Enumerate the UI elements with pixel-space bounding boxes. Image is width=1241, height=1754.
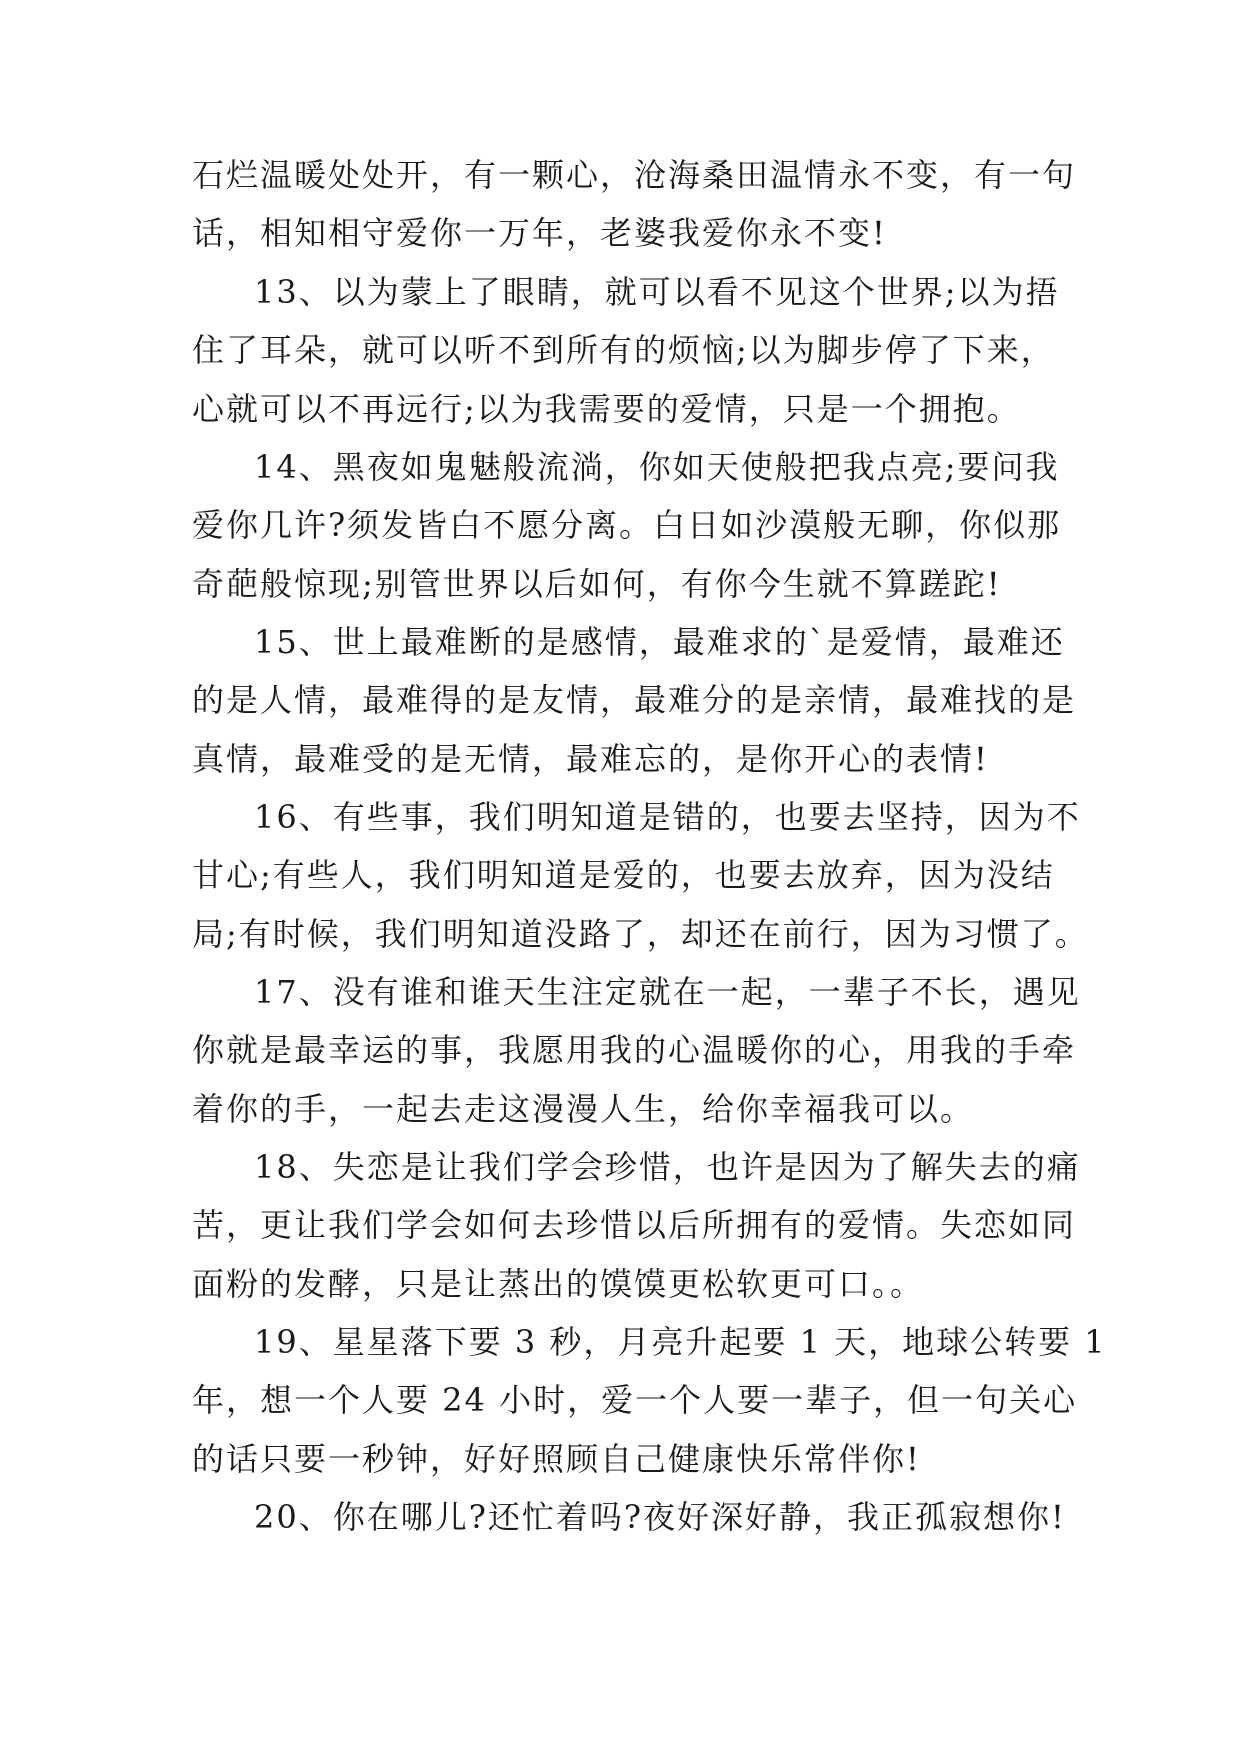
paragraph-first-line: 16、有些事，我们明知道是错的，也要去坚持，因为不 (254, 798, 1081, 836)
text-line: 心就可以不再远行;以为我需要的爱情，只是一个拥抱。 (192, 390, 1021, 428)
paragraph-first-line: 19、星星落下要 3 秒，月亮升起要 1 天，地球公转要 1 (254, 1323, 1107, 1361)
text-line: 话，相知相守爱你一万年，老婆我爱你永不变! (192, 214, 887, 252)
text-line: 面粉的发酵，只是让蒸出的馍馍更松软更可口。。 (192, 1265, 925, 1303)
text-line: 爱你几许?须发皆白不愿分离。白日如沙漠般无聊，你似那 (192, 506, 1062, 544)
text-line: 局;有时候，我们明知道没路了，却还在前行，因为习惯了。 (192, 915, 1089, 953)
text-line: 着你的手，一起去走这漫漫人生，给你幸福我可以。 (192, 1090, 975, 1128)
text-line: 你就是最幸运的事，我愿用我的心温暖你的心，用我的手牵 (192, 1031, 1077, 1069)
text-line: 的是人情，最难得的是友情，最难分的是亲情，最难找的是 (192, 681, 1077, 719)
paragraph-first-line: 20、你在哪儿?还忙着吗?夜好深好静，我正孤寂想你! (254, 1498, 1066, 1536)
text-line: 真情，最难受的是无情，最难忘的，是你开心的表情! (192, 740, 989, 778)
text-line: 石烂温暖处处开，有一颗心，沧海桑田温情永不变，有一句 (192, 156, 1077, 194)
paragraph-first-line: 17、没有谁和谁天生注定就在一起，一辈子不长，遇见 (254, 973, 1081, 1011)
paragraph-first-line: 13、以为蒙上了眼睛，就可以看不见这个世界;以为捂 (254, 273, 1060, 311)
paragraph-first-line: 15、世上最难断的是感情，最难求的`是爱情，最难还 (254, 623, 1065, 661)
text-line: 住了耳朵，就可以听不到所有的烦恼;以为脚步停了下来， (192, 331, 1055, 369)
text-line: 甘心;有些人，我们明知道是爱的，也要去放弃，因为没结 (192, 856, 1055, 894)
paragraph-first-line: 18、失恋是让我们学会珍惜，也许是因为了解失去的痛 (254, 1148, 1081, 1186)
paragraph-first-line: 14、黑夜如鬼魅般流淌，你如天使般把我点亮;要问我 (254, 448, 1060, 486)
text-line: 的话只要一秒钟，好好照顾自己健康快乐常伴你! (192, 1440, 921, 1478)
text-line: 奇葩般惊现;别管世界以后如何，有你今生就不算蹉跎! (192, 565, 1002, 603)
text-line: 苦，更让我们学会如何去珍惜以后所拥有的爱情。失恋如同 (192, 1206, 1077, 1244)
text-line: 年，想一个人要 24 小时，爱一个人要一辈子，但一句关心 (192, 1381, 1078, 1419)
